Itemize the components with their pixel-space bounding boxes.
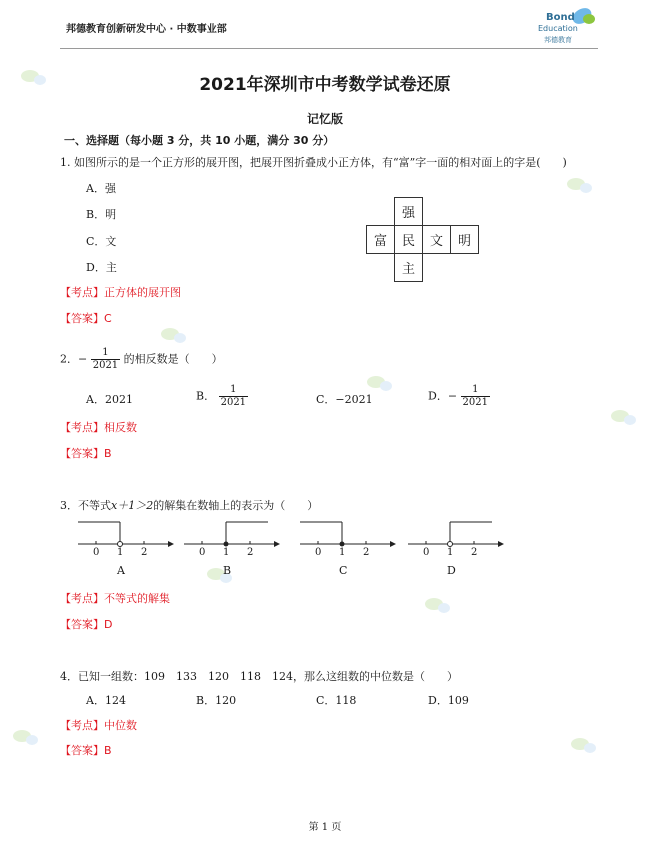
q3-label-b: B — [223, 564, 232, 577]
q2-fraction: $\frac{1}{2021}$ — [92, 347, 119, 371]
net-cell: 富 — [367, 226, 395, 254]
page-number: 第 1 页 — [308, 822, 342, 833]
q1-stem: 1. 如图所示的是一个正方形的展开图，把展开图折叠成小正方体，有“富”字一面的相对面上的字是( ) — [60, 156, 567, 169]
q1-option-c: C．文 — [86, 235, 117, 248]
watermark — [414, 590, 474, 630]
header-org: 邦德教育创新研发中心 · 中数事业部 — [66, 24, 227, 35]
q4-answer: 【答案】B — [60, 744, 112, 757]
page-subtitle: 记忆版 — [306, 112, 343, 126]
q2-option-c: C．−2021 — [316, 393, 373, 406]
number-line-b — [180, 516, 280, 556]
q2-option-d: D．− $\frac{1}{2021}$ — [428, 384, 488, 408]
number-line-d — [404, 516, 504, 556]
tick-label: 1 — [339, 547, 346, 558]
page-title: 2021年深圳市中考数学试卷还原 — [199, 75, 451, 95]
q4-option-b: B．120 — [196, 694, 237, 707]
tick-label: 0 — [199, 547, 206, 558]
q3-label-d: D — [447, 564, 456, 577]
tick-label: 1 — [447, 547, 454, 558]
tick-label: 1 — [223, 547, 230, 558]
net-cell: 明 — [451, 226, 479, 254]
bond-logo — [530, 4, 600, 48]
q4-option-c: C．118 — [316, 694, 357, 707]
q4-option-a: A．124 — [86, 694, 126, 707]
logo-education: Education — [538, 24, 578, 33]
tick-label: 0 — [93, 547, 100, 558]
watermark — [2, 722, 62, 762]
number-line-a — [74, 516, 174, 556]
q1-option-b: B．明 — [86, 208, 117, 221]
net-cell: 民 — [395, 226, 423, 254]
q2-option-b: B． $\frac{1}{2021}$ — [196, 384, 247, 408]
q1-kaodian: 【考点】正方体的展开图 — [60, 286, 181, 299]
q3-stem: 3．不等式x＋1＞2的解集在数轴上的表示为（ ） — [60, 499, 319, 512]
q3-label-a: A — [117, 564, 125, 577]
tick-label: 2 — [247, 547, 254, 558]
q2-option-a: A．2021 — [86, 393, 133, 406]
logo-bond: Bond — [546, 12, 575, 23]
tick-label: 2 — [363, 547, 370, 558]
net-cell: 主 — [395, 254, 423, 282]
q2-stem: 2．− $\frac{1}{2021}$ 的相反数是（ ） — [60, 347, 223, 371]
watermark — [556, 170, 616, 210]
q2-answer: 【答案】B — [60, 447, 112, 460]
cube-net — [366, 197, 479, 282]
q1-option-d: D．主 — [86, 261, 117, 274]
q3-kaodian: 【考点】不等式的解集 — [60, 592, 170, 605]
q4-kaodian: 【考点】中位数 — [60, 719, 137, 732]
tick-label: 0 — [423, 547, 430, 558]
q4-option-d: D．109 — [428, 694, 469, 707]
q3-label-c: C — [339, 564, 348, 577]
watermark — [600, 402, 650, 442]
tick-label: 1 — [117, 547, 124, 558]
q1-option-a: A．强 — [86, 182, 116, 195]
q3-answer: 【答案】D — [60, 618, 113, 631]
tick-label: 0 — [315, 547, 322, 558]
tick-label: 2 — [471, 547, 478, 558]
tick-label: 2 — [141, 547, 148, 558]
number-line-c — [296, 516, 396, 556]
q4-stem: 4．已知一组数：109 133 120 118 124，那么这组数的中位数是（ ） — [60, 670, 458, 683]
logo-cn: 邦德教育 — [544, 36, 572, 44]
net-cell: 文 — [423, 226, 451, 254]
q1-answer: 【答案】C — [60, 312, 112, 325]
net-cell: 强 — [395, 198, 423, 226]
q2-kaodian: 【考点】相反数 — [60, 421, 137, 434]
watermark — [560, 730, 620, 770]
section-heading: 一、选择题（每小题 3 分，共 10 小题，满分 30 分） — [64, 134, 335, 147]
header-divider — [60, 48, 598, 49]
